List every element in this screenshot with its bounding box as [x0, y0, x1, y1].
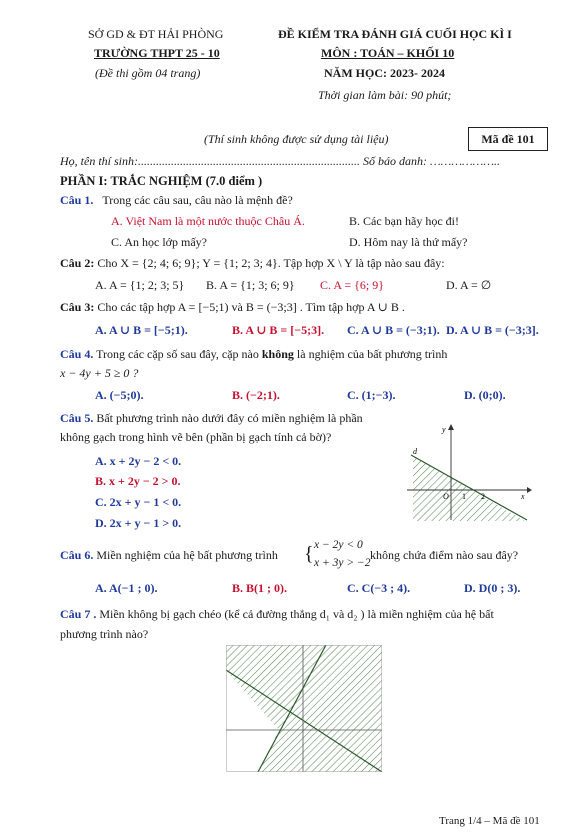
question-5: [60, 411, 363, 426]
q2-sep: ;: [196, 256, 200, 270]
q5-option-c-text: C. 2x + y − 1 < 0.: [95, 495, 182, 509]
q6-option-a: [95, 581, 158, 596]
q7-text-1: Miền không bị gạch chéo (kể cả đường thẳng d₁ và d₂ ) là miền nghiệm của hệ bất: [99, 607, 494, 621]
q4-option-c: [347, 388, 396, 403]
q5-d-label: d: [413, 447, 417, 456]
q5-tick-1: 1: [462, 492, 466, 501]
page-footer: Trang 1/4 – Mã đề 101: [439, 815, 540, 827]
q3-option-b: [232, 323, 324, 338]
q5-option-d: [95, 516, 181, 531]
q2-number: Câu 2:: [60, 256, 95, 270]
question-4: [60, 347, 550, 362]
q3-option-d: [446, 323, 539, 338]
q3-option-a-text: A. A ∪ B = [−5;1).: [95, 323, 188, 337]
section-title: PHẦN I: TRẮC NGHIỆM (7.0 điểm ): [60, 174, 263, 188]
q5-option-a-text: A. x + 2y − 2 < 0.: [95, 454, 182, 468]
q5-y-label: y: [442, 425, 446, 434]
q5-option-b: [95, 474, 181, 489]
name-dots: ..........................................................................: [138, 154, 360, 168]
q3-number: Câu 3:: [60, 300, 95, 314]
duration: Thời gian làm bài: 90 phút;: [318, 88, 452, 102]
question-6: [60, 548, 278, 563]
q5-origin-label: O: [443, 492, 449, 501]
q3-option-c-text: C. A ∪ B = (−3;1).: [347, 323, 440, 337]
q6-text-a: Miền nghiệm của hệ bất phương trình: [96, 548, 278, 562]
q1-option-c: C. An học lớp mấy?: [111, 235, 207, 249]
q2-set-x: X = {2; 4; 6; 9}: [120, 256, 197, 270]
q2-text-c: là tập nào sau đây:: [355, 256, 445, 270]
q4-option-d-text: D. (0;0).: [464, 388, 506, 402]
q4-option-a: [95, 388, 144, 403]
question-2: [60, 256, 445, 271]
question-3: [60, 300, 405, 315]
q7-figure: [226, 645, 382, 772]
q7-number: Câu 7 .: [60, 607, 97, 621]
q6-option-b: [232, 581, 287, 596]
q6-option-c-text: C. C(−3 ; 4).: [347, 581, 411, 595]
q5-text-2: không gạch trong hình vẽ bên (phần bị gạch tính cả bờ)?: [60, 430, 332, 444]
q4-text-a: Trong các cặp số sau đây, cặp nào: [96, 347, 259, 361]
q5-option-d-text: D. 2x + y − 1 > 0.: [95, 516, 182, 530]
q4-option-b: [232, 388, 280, 403]
q5-tick-2: 2: [481, 492, 485, 501]
exam-title: ĐỀ KIỂM TRA ĐÁNH GIÁ CUỐI HỌC KÌ I: [278, 27, 512, 41]
question-1: [60, 193, 293, 208]
x-axis-arrow-icon: [527, 487, 532, 493]
school-year: NĂM HỌC: 2023- 2024: [324, 66, 445, 80]
q3-option-c: [347, 323, 440, 338]
id-label: Số báo danh:: [363, 154, 427, 168]
pages-note: (Đề thi gồm 04 trang): [95, 66, 201, 80]
id-dots: ………………..: [430, 154, 501, 168]
q3-text: Cho các tập hợp A = [−5;1) và B = (−3;3] . Tìm tập hợp A ∪ B .: [97, 300, 405, 314]
brace-icon: {: [304, 543, 314, 565]
q1-option-d: D. Hôm nay là thứ mấy?: [349, 235, 468, 249]
subject: MÔN : TOÁN – KHỐI 10: [321, 46, 455, 60]
q4-option-d: [464, 388, 506, 403]
q1-text: Trong các câu sau, câu nào là mệnh đề?: [102, 193, 293, 207]
q4-expression: x − 4y + 5 ≥ 0 ?: [60, 366, 139, 380]
school-name: TRƯỜNG THPT 25 - 10: [94, 46, 220, 60]
name-label: Họ, tên thí sinh:: [60, 154, 138, 168]
q5-option-c: [95, 495, 181, 510]
y-axis-arrow-icon: [448, 424, 454, 430]
no-documents-note: (Thí sinh không được sử dụng tài liệu): [204, 132, 389, 146]
q5-option-b-text: B. x + 2y − 2 > 0.: [95, 474, 181, 488]
q4-option-b-text: B. (−2;1).: [232, 388, 280, 402]
q4-option-a-text: A. (−5;0).: [95, 388, 144, 402]
q4-number: Câu 4.: [60, 347, 94, 361]
q7-text-2: phương trình nào?: [60, 627, 149, 641]
q3-option-d-text: D. A ∪ B = (−3;3].: [446, 323, 539, 337]
q5-x-label: x: [521, 492, 525, 501]
q1-option-a: A. Việt Nam là một nước thuộc Châu Á.: [111, 214, 305, 228]
q4-option-c-text: C. (1;−3).: [347, 388, 396, 402]
q2-text-b: . Tập hợp: [277, 256, 324, 270]
candidate-name-line: [60, 154, 500, 169]
q1-number: Câu 1.: [60, 193, 94, 207]
q6-option-c: [347, 581, 410, 596]
q3-option-a: [95, 323, 188, 338]
q6-option-b-text: B. B(1 ; 0).: [232, 581, 287, 595]
question-7: [60, 607, 494, 622]
q2-difference: X \ Y: [326, 256, 353, 270]
q5-text-1: Bất phương trình nào dưới đây có miền nghiệm là phần: [96, 411, 363, 425]
q2-option-a: A. A = {1; 2; 3; 5}: [95, 278, 185, 292]
q2-text-a: Cho: [97, 256, 118, 270]
q6-text-b: không chứa điểm nào sau đây?: [370, 548, 519, 562]
exam-code-box: Mã đề 101: [468, 127, 548, 151]
q6-option-a-text: A. A(−1 ; 0).: [95, 581, 158, 595]
q5-option-a: [95, 454, 181, 469]
q5-number: Câu 5.: [60, 411, 94, 425]
department-name: SỞ GD & ĐT HẢI PHÒNG: [88, 27, 224, 41]
q6-number: Câu 6.: [60, 548, 94, 562]
q1-option-b: B. Các bạn hãy học đi!: [349, 214, 459, 228]
q2-option-d: D. A = ∅: [446, 278, 492, 292]
q2-set-y: Y = {1; 2; 3; 4}: [202, 256, 278, 270]
q5-figure: [405, 420, 535, 522]
q6-system-line-1: x − 2y < 0: [314, 539, 363, 551]
q4-text-b: là nghiệm của bất phương trình: [296, 347, 448, 361]
q6-option-d: [464, 581, 520, 596]
q3-option-b-text: B. A ∪ B = [−5;3].: [232, 323, 325, 337]
q2-option-b: B. A = {1; 3; 6; 9}: [206, 278, 295, 292]
q2-option-c: C. A = {6; 9}: [320, 278, 384, 292]
q6-option-d-text: D. D(0 ; 3).: [464, 581, 521, 595]
q6-system-line-2: x + 3y > −2: [314, 557, 371, 569]
q4-bold: không: [261, 347, 294, 361]
